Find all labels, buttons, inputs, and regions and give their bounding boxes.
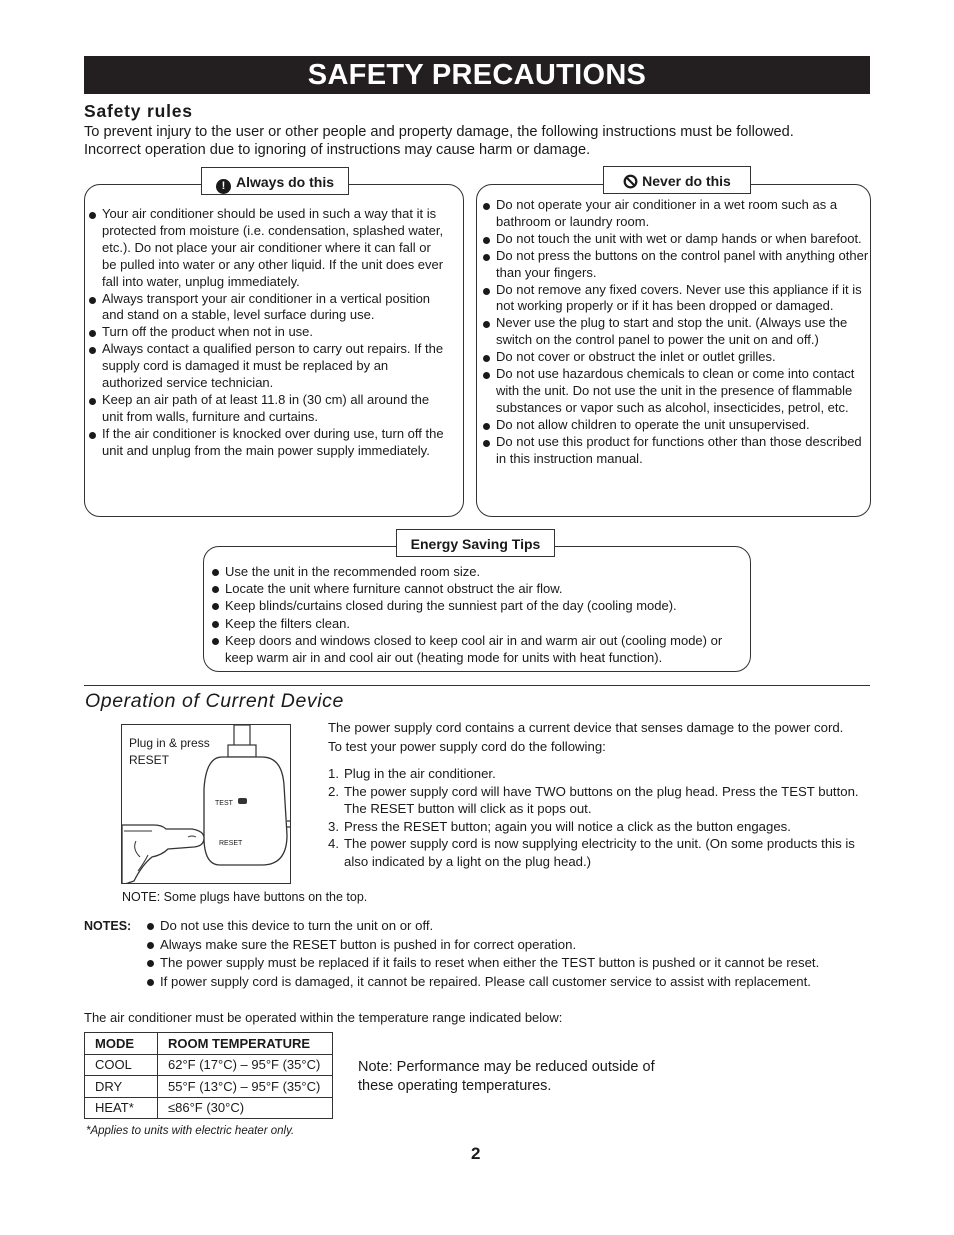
page-number: 2 — [471, 1144, 481, 1163]
notes-label: NOTES: — [84, 919, 132, 933]
temperature-intro: The air conditioner must be operated within the temperature range indicated below: — [84, 1010, 563, 1025]
step-text: Plug in the air conditioner. — [344, 766, 496, 781]
list-item: Never use the plug to start and stop the unit. (Always use the switch on the control panel to power the unit on and off.) — [483, 315, 873, 349]
step-number: 4. — [328, 836, 339, 851]
table-cell: 62°F (17°C) – 95°F (35°C) — [158, 1054, 333, 1076]
list-item: If the air conditioner is knocked over during use, turn off the unit and unplug from the main power supply immediately. — [89, 426, 447, 460]
list-item: Turn off the product when not in use. — [89, 324, 447, 341]
table-row — [85, 1097, 333, 1119]
list-item: Do not cover or obstruct the inlet or outlet grilles. — [483, 349, 873, 366]
energy-tag — [396, 529, 555, 557]
step-item — [328, 818, 868, 836]
safety-rules-heading: Safety rules — [84, 101, 193, 121]
step-item — [328, 765, 868, 783]
reset-label: RESET — [219, 840, 243, 847]
operation-steps — [328, 765, 868, 870]
step-item — [328, 783, 868, 818]
never-tag-label: Never do this — [642, 173, 731, 189]
temperature-table — [84, 1032, 333, 1119]
list-item: Do not use this product for functions other than those described in this instruction manual. — [483, 434, 873, 468]
table-row — [85, 1054, 333, 1076]
step-number: 2. — [328, 783, 339, 799]
table-header-row — [85, 1033, 333, 1055]
section-divider — [84, 685, 870, 686]
table-cell: ≤86°F (30°C) — [158, 1097, 333, 1119]
prohibited-icon — [623, 174, 638, 189]
step-item — [328, 835, 868, 870]
list-item: Use the unit in the recommended room size. — [212, 563, 752, 580]
list-item: Keep blinds/curtains closed during the sunniest part of the day (cooling mode). — [212, 597, 752, 614]
notes-list — [147, 917, 877, 991]
list-item: Do not operate your air conditioner in a wet room such as a bathroom or laundry room. — [483, 197, 873, 231]
list-item: Do not use hazardous chemicals to clean or come into contact with the unit. Do not use the unit in the presence of flammable substances or vapor such as alcohol, insecticides, petrol, etc. — [483, 366, 873, 417]
always-list — [89, 206, 447, 460]
list-item: Keep the filters clean. — [212, 615, 752, 632]
operation-heading: Operation of Current Device — [85, 690, 344, 712]
temperature-note: Note: Performance may be reduced outside of these operating temperatures. — [358, 1059, 655, 1094]
plug-caption: Plug in & press RESET — [129, 736, 210, 767]
list-item: Do not use this device to turn the unit on or off. — [147, 917, 877, 936]
list-item: If power supply cord is damaged, it cannot be repaired. Please call customer service to assist with replacement. — [147, 973, 877, 992]
footnote: *Applies to units with electric heater only. — [86, 1125, 295, 1137]
safety-rules-intro: To prevent injury to the user or other people and property damage, the following instructions must be followed. Incorrect operation due to ignoring of instructions may cause harm or damage. — [84, 124, 794, 158]
list-item: Always make sure the RESET button is pushed in for correct operation. — [147, 936, 877, 955]
list-item: Do not touch the unit with wet or damp hands or when barefoot. — [483, 231, 873, 248]
list-item: Do not remove any fixed covers. Never use this appliance if it is not working properly or if it has been dropped or damaged. — [483, 282, 873, 316]
table-row — [85, 1076, 333, 1098]
step-number: 3. — [328, 818, 339, 834]
list-item: Always transport your air conditioner in a vertical position and stand on a stable, level surface during use. — [89, 291, 447, 325]
table-header: ROOM TEMPERATURE — [158, 1033, 333, 1055]
test-label: TEST — [215, 800, 233, 807]
never-list — [483, 197, 873, 468]
list-item: Always contact a qualified person to carry out repairs. If the supply cord is damaged it must be replaced by an authorized service technician. — [89, 341, 447, 392]
list-item: Your air conditioner should be used in such a way that it is protected from moisture (i.e. condensation, splashed water, etc.). Do not place your air conditioner where it can fall or be pulled into water or any other liquid. If the unit does ever fall into water, unplug immediately. — [89, 206, 447, 291]
step-text: Press the RESET button; again you will notice a click as the button engages. — [344, 818, 791, 834]
step-number: 1. — [328, 766, 339, 781]
operation-intro: The power supply cord contains a current device that senses damage to the power cord. To test your power supply cord do the following: — [328, 720, 844, 754]
table-cell: COOL — [85, 1054, 158, 1076]
table-header: MODE — [85, 1033, 158, 1055]
energy-list — [212, 563, 752, 666]
step-text: The power supply cord is now supplying electricity to the unit. (On some products this is also indicated by a light on the plug head.) — [344, 836, 855, 869]
list-item: The power supply must be replaced if it fails to reset when either the TEST button is pushed or it cannot be reset. — [147, 954, 877, 973]
list-item: Keep an air path of at least 11.8 in (30 cm) all around the unit from walls, furniture and curtains. — [89, 392, 447, 426]
list-item: Do not press the buttons on the control panel with anything other than your fingers. — [483, 248, 873, 282]
list-item: Locate the unit where furniture cannot obstruct the air flow. — [212, 580, 752, 597]
list-item: Keep doors and windows closed to keep cool air in and warm air out (cooling mode) or keep warm air in and cool air out (heating mode for units with heat function). — [212, 632, 752, 666]
page-title: SAFETY PRECAUTIONS — [84, 56, 870, 94]
step-text: The power supply cord will have TWO buttons on the plug head. Press the TEST button. The RESET button will click as it pops out. — [344, 783, 859, 816]
never-tag — [603, 166, 751, 194]
list-item: Do not allow children to operate the unit unsupervised. — [483, 417, 873, 434]
table-cell: 55°F (13°C) – 95°F (35°C) — [158, 1076, 333, 1098]
always-tag-label: Always do this — [235, 174, 335, 190]
plug-note: NOTE: Some plugs have buttons on the top. — [122, 890, 368, 904]
table-cell: DRY — [85, 1076, 158, 1098]
exclamation-icon: ! — [216, 179, 231, 194]
energy-tag-label: Energy Saving Tips — [410, 536, 541, 552]
always-tag — [201, 167, 349, 195]
table-cell: HEAT* — [85, 1097, 158, 1119]
